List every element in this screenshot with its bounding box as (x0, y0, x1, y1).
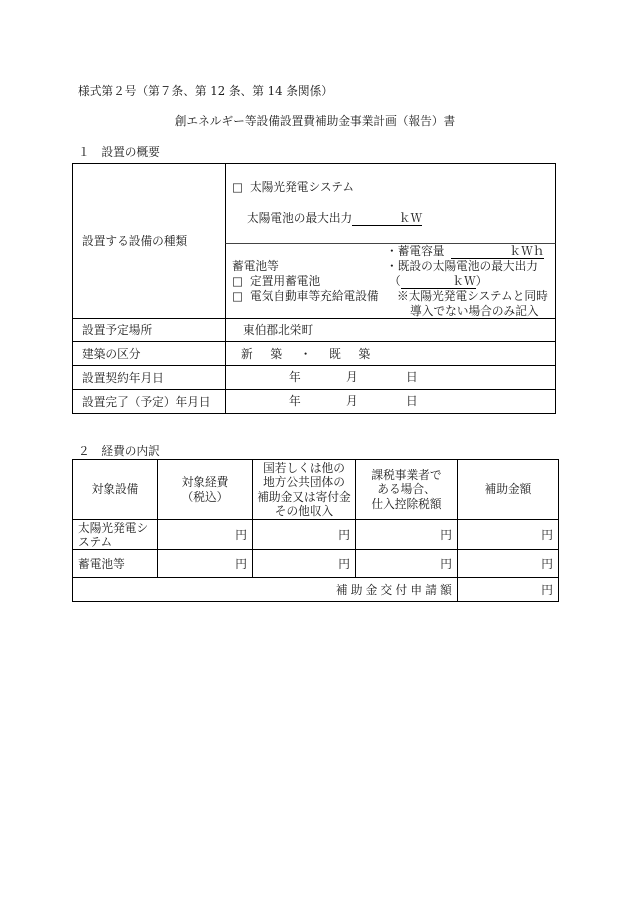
yen-unit: 円 (541, 582, 553, 597)
completion-day-label: 日 (406, 394, 418, 408)
form-number: 様式第２号（第７条、第 12 条、第 14 条関係） (78, 84, 333, 98)
yen-unit: 円 (338, 527, 350, 542)
existing-solar-output-label: ・既設の太陽電池の最大出力 (386, 259, 538, 273)
equipment-type-label-cell (72, 163, 226, 319)
contract-day-label: 日 (406, 370, 418, 384)
note-line-1: ※太陽光発電システムと同時 (397, 289, 548, 303)
document-title: 創エネルギー等設備設置費補助金事業計画（報告）書 (174, 114, 456, 128)
building-type-value-cell[interactable] (225, 341, 556, 366)
header-line: （税込） (181, 489, 229, 504)
equipment-type-label: 設置する設備の種類 (82, 234, 188, 248)
header-line: その他収入 (274, 504, 334, 518)
existing-solar-output-unit: ｋＷ (452, 274, 476, 288)
amount-cell[interactable] (252, 519, 356, 550)
header-line: 補助金額 (484, 482, 532, 497)
section-1-heading: １ 設置の概要 (78, 145, 160, 159)
total-application-label: 補助金交付申請額 (335, 582, 455, 597)
total-label-cell (72, 577, 458, 602)
section-2-heading: ２ 経費の内訳 (78, 444, 160, 458)
header-line: 対象経費 (181, 475, 229, 489)
completion-year-label: 年 (289, 394, 301, 408)
amount-cell[interactable] (355, 549, 458, 578)
header-line: 対象設備 (91, 482, 139, 497)
amount-cell[interactable] (157, 519, 253, 550)
solar-max-output-row (247, 211, 422, 226)
installation-overview-table (72, 163, 556, 414)
building-type-label-cell (72, 341, 226, 366)
storage-capacity-row (386, 244, 544, 259)
ev-charger-label: 電気自動車等充給電設備 (250, 289, 379, 303)
completion-date-label: 設置完了（予定）年月日 (82, 394, 211, 409)
contract-month-label: 月 (346, 370, 358, 384)
location-label: 設置予定場所 (82, 323, 153, 337)
ev-charger-option[interactable] (232, 289, 379, 303)
yen-unit: 円 (235, 527, 247, 542)
amount-cell[interactable] (457, 519, 559, 550)
yen-unit: 円 (541, 527, 553, 542)
solar-system-cell (225, 163, 556, 244)
solar-max-output-field[interactable] (352, 212, 422, 226)
amount-cell[interactable] (457, 549, 559, 578)
yen-unit: 円 (541, 556, 553, 571)
amount-cell[interactable] (157, 549, 253, 578)
storage-system-cell (225, 243, 556, 319)
existing-solar-output-row (389, 274, 487, 289)
building-type-options: 新 築 ・ 既 築 (241, 346, 374, 361)
stationary-battery-checkbox[interactable]: □ (232, 274, 244, 288)
yen-unit: 円 (440, 527, 452, 542)
contract-date-label-cell (72, 365, 226, 390)
total-amount-cell[interactable] (457, 577, 559, 602)
location-label-cell (72, 318, 226, 342)
stationary-battery-label: 定置用蓄電池 (250, 274, 321, 288)
storage-capacity-unit: ｋＷｈ (509, 244, 545, 258)
storage-capacity-label: ・蓄電容量 (386, 244, 445, 258)
header-input-tax-deduction (355, 459, 458, 520)
solar-system-option[interactable] (232, 180, 354, 194)
ev-charger-checkbox[interactable]: □ (232, 289, 244, 303)
contract-date-field[interactable] (225, 365, 556, 390)
completion-date-label-cell (72, 389, 226, 414)
solar-max-output-label: 太陽電池の最大出力 (247, 211, 353, 225)
amount-cell[interactable] (355, 519, 458, 550)
header-line: 課税事業者で (371, 467, 442, 482)
storage-label: 蓄電池等 (232, 259, 279, 273)
completion-month-label: 月 (346, 394, 358, 408)
header-line: 国若しくは他の (263, 460, 345, 475)
solar-max-output-unit: ｋＷ (398, 211, 423, 225)
row-label-cell (72, 519, 158, 550)
solar-system-label: 太陽光発電システム (250, 180, 355, 194)
building-type-label: 建築の区分 (82, 346, 141, 361)
header-line: ある場合、 (377, 482, 436, 497)
header-subsidy-amount (457, 459, 559, 520)
open-paren: （ (389, 274, 401, 288)
location-value: 東伯郡北栄町 (243, 323, 314, 337)
header-target-cost (157, 459, 253, 520)
yen-unit: 円 (440, 556, 452, 571)
stationary-battery-option[interactable] (232, 274, 320, 288)
row-label-cell (72, 549, 158, 578)
expense-breakdown-table (72, 459, 559, 602)
header-line: 補助金又は寄付金 (257, 489, 351, 504)
existing-solar-output-field[interactable] (401, 275, 476, 289)
contract-year-label: 年 (289, 370, 301, 384)
solar-system-checkbox[interactable]: □ (232, 180, 244, 194)
location-value-cell[interactable] (225, 318, 556, 342)
contract-date-label: 設置契約年月日 (82, 370, 164, 385)
amount-cell[interactable] (252, 549, 356, 578)
row-label-solar: 太陽光発電システム (78, 520, 149, 549)
note-line-2: 導入でない場合のみ記入 (410, 304, 539, 318)
header-target-equipment (72, 459, 158, 520)
completion-date-field[interactable] (225, 389, 556, 414)
close-paren: ） (475, 274, 488, 288)
yen-unit: 円 (338, 556, 350, 571)
header-line: 仕入控除税額 (371, 496, 442, 511)
header-other-subsidies (252, 459, 356, 520)
row-label-storage: 蓄電池等 (78, 556, 125, 571)
storage-capacity-field[interactable] (451, 245, 544, 259)
yen-unit: 円 (235, 556, 247, 571)
header-line: 地方公共団体の (263, 475, 345, 489)
